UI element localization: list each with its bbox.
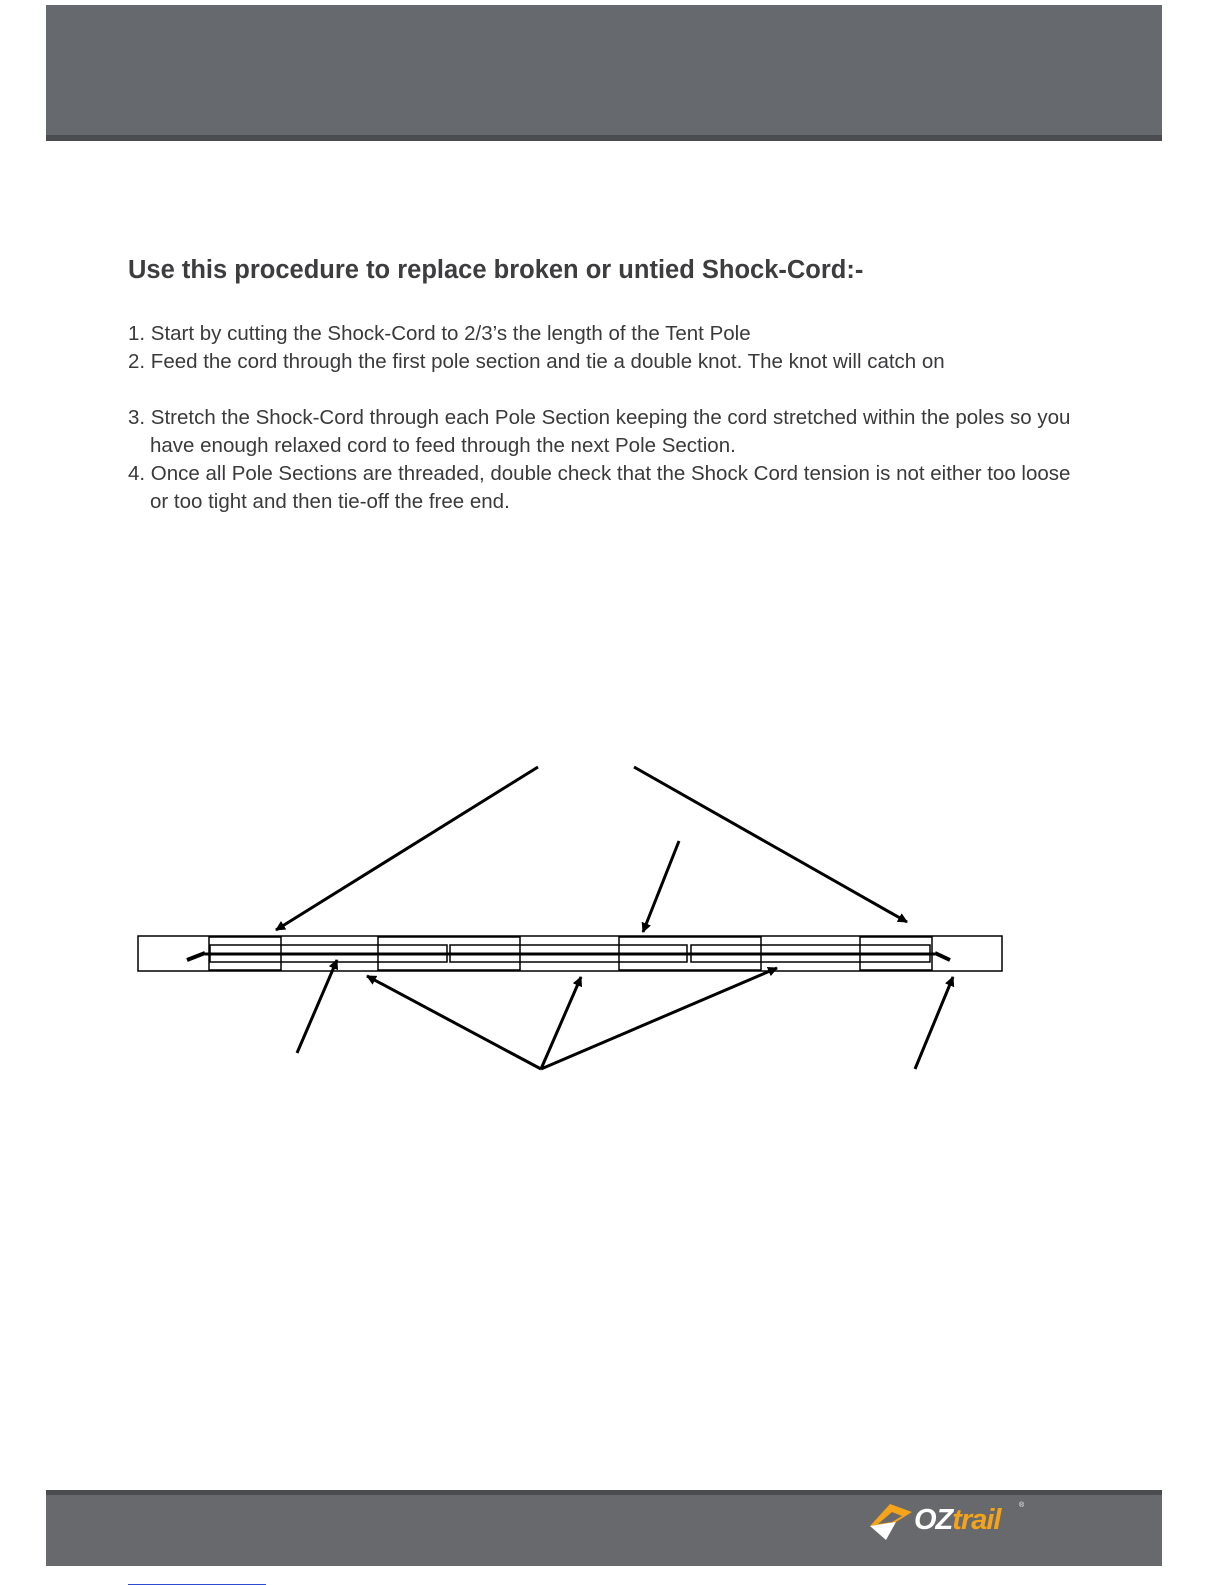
instruction-steps <box>128 320 1088 516</box>
page-heading: Use this procedure to replace broken or untied Shock-Cord:- <box>128 256 864 284</box>
header-rule <box>46 135 1162 141</box>
step-1: 1. Start by cutting the Shock-Cord to 2/3’s the length of the Tent Pole <box>128 322 751 345</box>
arrow-to-joint-1 <box>367 976 541 1069</box>
step-3: 3. Stretch the Shock-Cord through each Pole Section keeping the cord stretched within the poles so you have enough relaxed cord to feed through the next Pole Section. <box>128 406 1071 457</box>
footer-rule <box>46 1490 1162 1495</box>
oztrail-wordmark: OZtrail <box>914 1504 1001 1536</box>
arrow-to-left-end <box>276 767 538 930</box>
step-4: 4. Once all Pole Sections are threaded, double check that the Shock Cord tension is not either too loose or too tight and then tie-off the free end. <box>128 462 1071 513</box>
shock-cord-diagram <box>0 740 1225 1100</box>
oztrail-logo <box>868 1500 1028 1544</box>
arrow-to-joint-3 <box>541 968 777 1069</box>
knot-right <box>935 953 950 960</box>
header-band <box>46 5 1162 135</box>
step-2: 2. Feed the cord through the first pole section and tie a double knot. The knot will catch on <box>128 350 945 373</box>
arrow-to-middle-sleeve <box>643 841 679 932</box>
knot-left <box>187 953 205 960</box>
registered-mark: ® <box>1019 1502 1025 1509</box>
arrow-to-right-end <box>634 767 907 922</box>
oztrail-chevron-icon <box>868 1502 916 1542</box>
arrow-to-cord <box>297 960 337 1053</box>
arrow-to-right-knot <box>915 977 953 1069</box>
